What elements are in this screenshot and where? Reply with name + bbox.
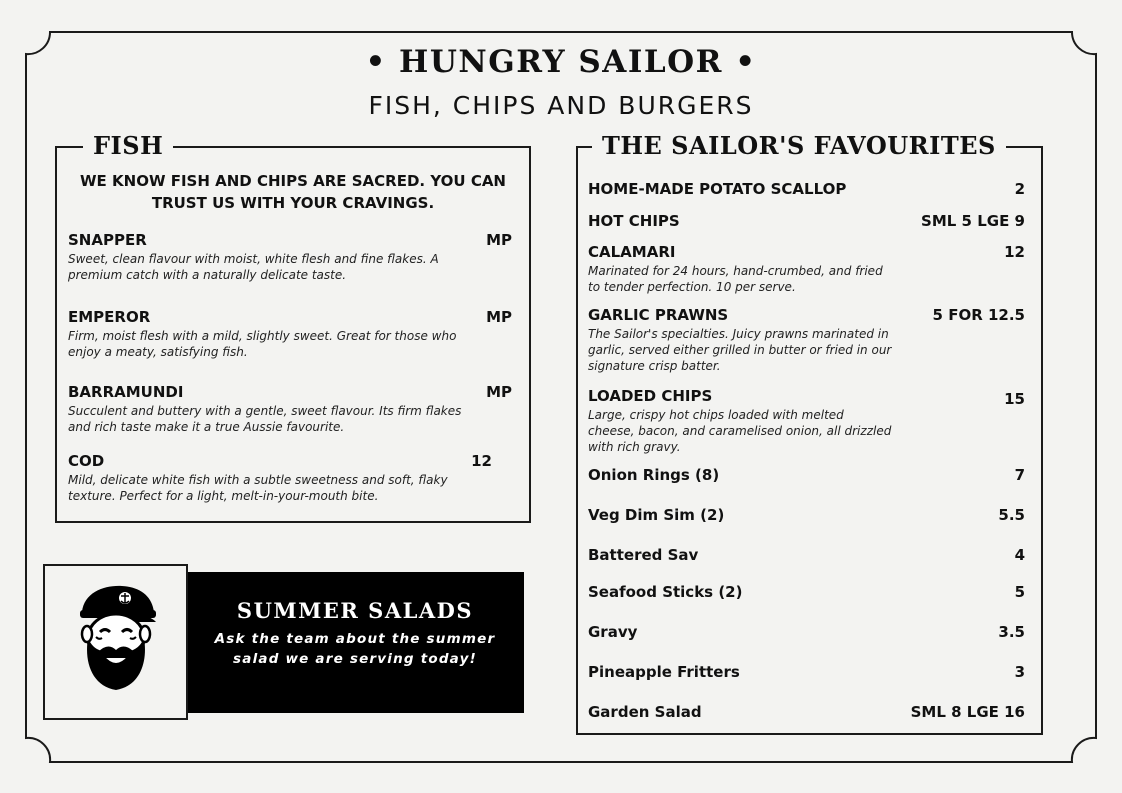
menu-item [588,622,1025,642]
logo-box [43,564,188,720]
item-name: BARRAMUNDI [68,383,184,401]
item-description: Large, crispy hot chips loaded with melted cheese, bacon, and caramelised onion, all drizzled with rich gravy. [588,408,892,454]
item-price: MP [486,231,512,249]
menu-item [68,230,512,283]
summer-salads-text: Ask the team about the summer salad we are serving today! [214,631,496,667]
item-price: 5 FOR 12.5 [932,306,1025,324]
fish-section [55,131,531,523]
item-name: COD [68,452,105,470]
item-name: Onion Rings (8) [588,466,720,484]
item-name: HOT CHIPS [588,212,680,230]
item-price: 15 [1004,390,1025,408]
item-name: LOADED CHIPS [588,387,713,405]
menu-item [68,451,512,504]
item-name: Gravy [588,623,638,641]
menu-item [588,545,1025,565]
menu-item [68,382,512,435]
item-price: 3.5 [998,623,1025,641]
restaurant-tagline: FISH, CHIPS AND BURGERS [368,91,754,120]
item-name: HOME-MADE POTATO SCALLOP [588,180,847,198]
item-description: Sweet, clean flavour with moist, white flesh and fine flakes. A premium catch with a naturally delicate taste. [68,252,439,282]
menu-item [588,582,1025,602]
favourites-section-title: THE SAILOR'S FAVOURITES [592,131,1006,161]
fish-section-title: FISH [83,131,173,161]
menu-item [588,662,1025,682]
item-name: EMPEROR [68,308,151,326]
menu-item [68,307,512,360]
item-name: Veg Dim Sim (2) [588,506,725,524]
item-name: Seafood Sticks (2) [588,583,743,601]
item-name: Pineapple Fritters [588,663,740,681]
menu-item [588,179,1025,199]
item-price: 3 [1014,663,1025,681]
menu-item [588,305,1025,374]
menu-item [588,465,1025,485]
item-description: Firm, moist flesh with a mild, slightly sweet. Great for those who enjoy a meaty, satisfying fish. [68,329,457,359]
item-name: SNAPPER [68,231,147,249]
item-price: 7 [1014,466,1025,484]
item-price: 2 [1014,180,1025,198]
menu-item [588,505,1025,525]
item-name: Garden Salad [588,703,702,721]
item-description: Succulent and buttery with a gentle, sweet flavour. Its firm flakes and rich taste make it a true Aussie favourite. [68,404,462,434]
item-price: MP [486,383,512,401]
item-description: The Sailor's specialties. Juicy prawns marinated in garlic, served either grilled in butter or fried in our signature crisp batter. [588,327,892,373]
item-price: MP [486,308,512,326]
item-price: 5.5 [998,506,1025,524]
restaurant-name: • HUNGRY SAILOR • [365,44,757,80]
item-description: Mild, delicate white fish with a subtle sweetness and soft, flaky texture. Perfect for a light, melt-in-your-mouth bite. [68,473,448,503]
item-price: 5 [1014,583,1025,601]
item-description: Marinated for 24 hours, hand-crumbed, and fried to tender perfection. 10 per serve. [588,264,883,294]
menu-item [588,702,1025,722]
sailor-captain-icon [70,582,165,697]
item-price: 12 [1004,243,1025,261]
item-price: SML 8 LGE 16 [910,703,1025,721]
menu-item [588,211,1025,231]
summer-salads-panel [186,572,524,713]
item-price: 12 [471,452,492,470]
summer-salads-title: SUMMER SALADS [236,598,474,623]
item-name: Battered Sav [588,546,699,564]
item-name: CALAMARI [588,243,676,261]
item-price: 4 [1014,546,1025,564]
fish-intro: WE KNOW FISH AND CHIPS ARE SACRED. YOU CAN TRUST US WITH YOUR CRAVINGS. [80,172,506,212]
item-price: SML 5 LGE 9 [921,212,1025,230]
item-name: GARLIC PRAWNS [588,306,729,324]
favourites-section [576,131,1043,735]
menu-item [588,386,1025,455]
menu-item [588,242,1025,295]
